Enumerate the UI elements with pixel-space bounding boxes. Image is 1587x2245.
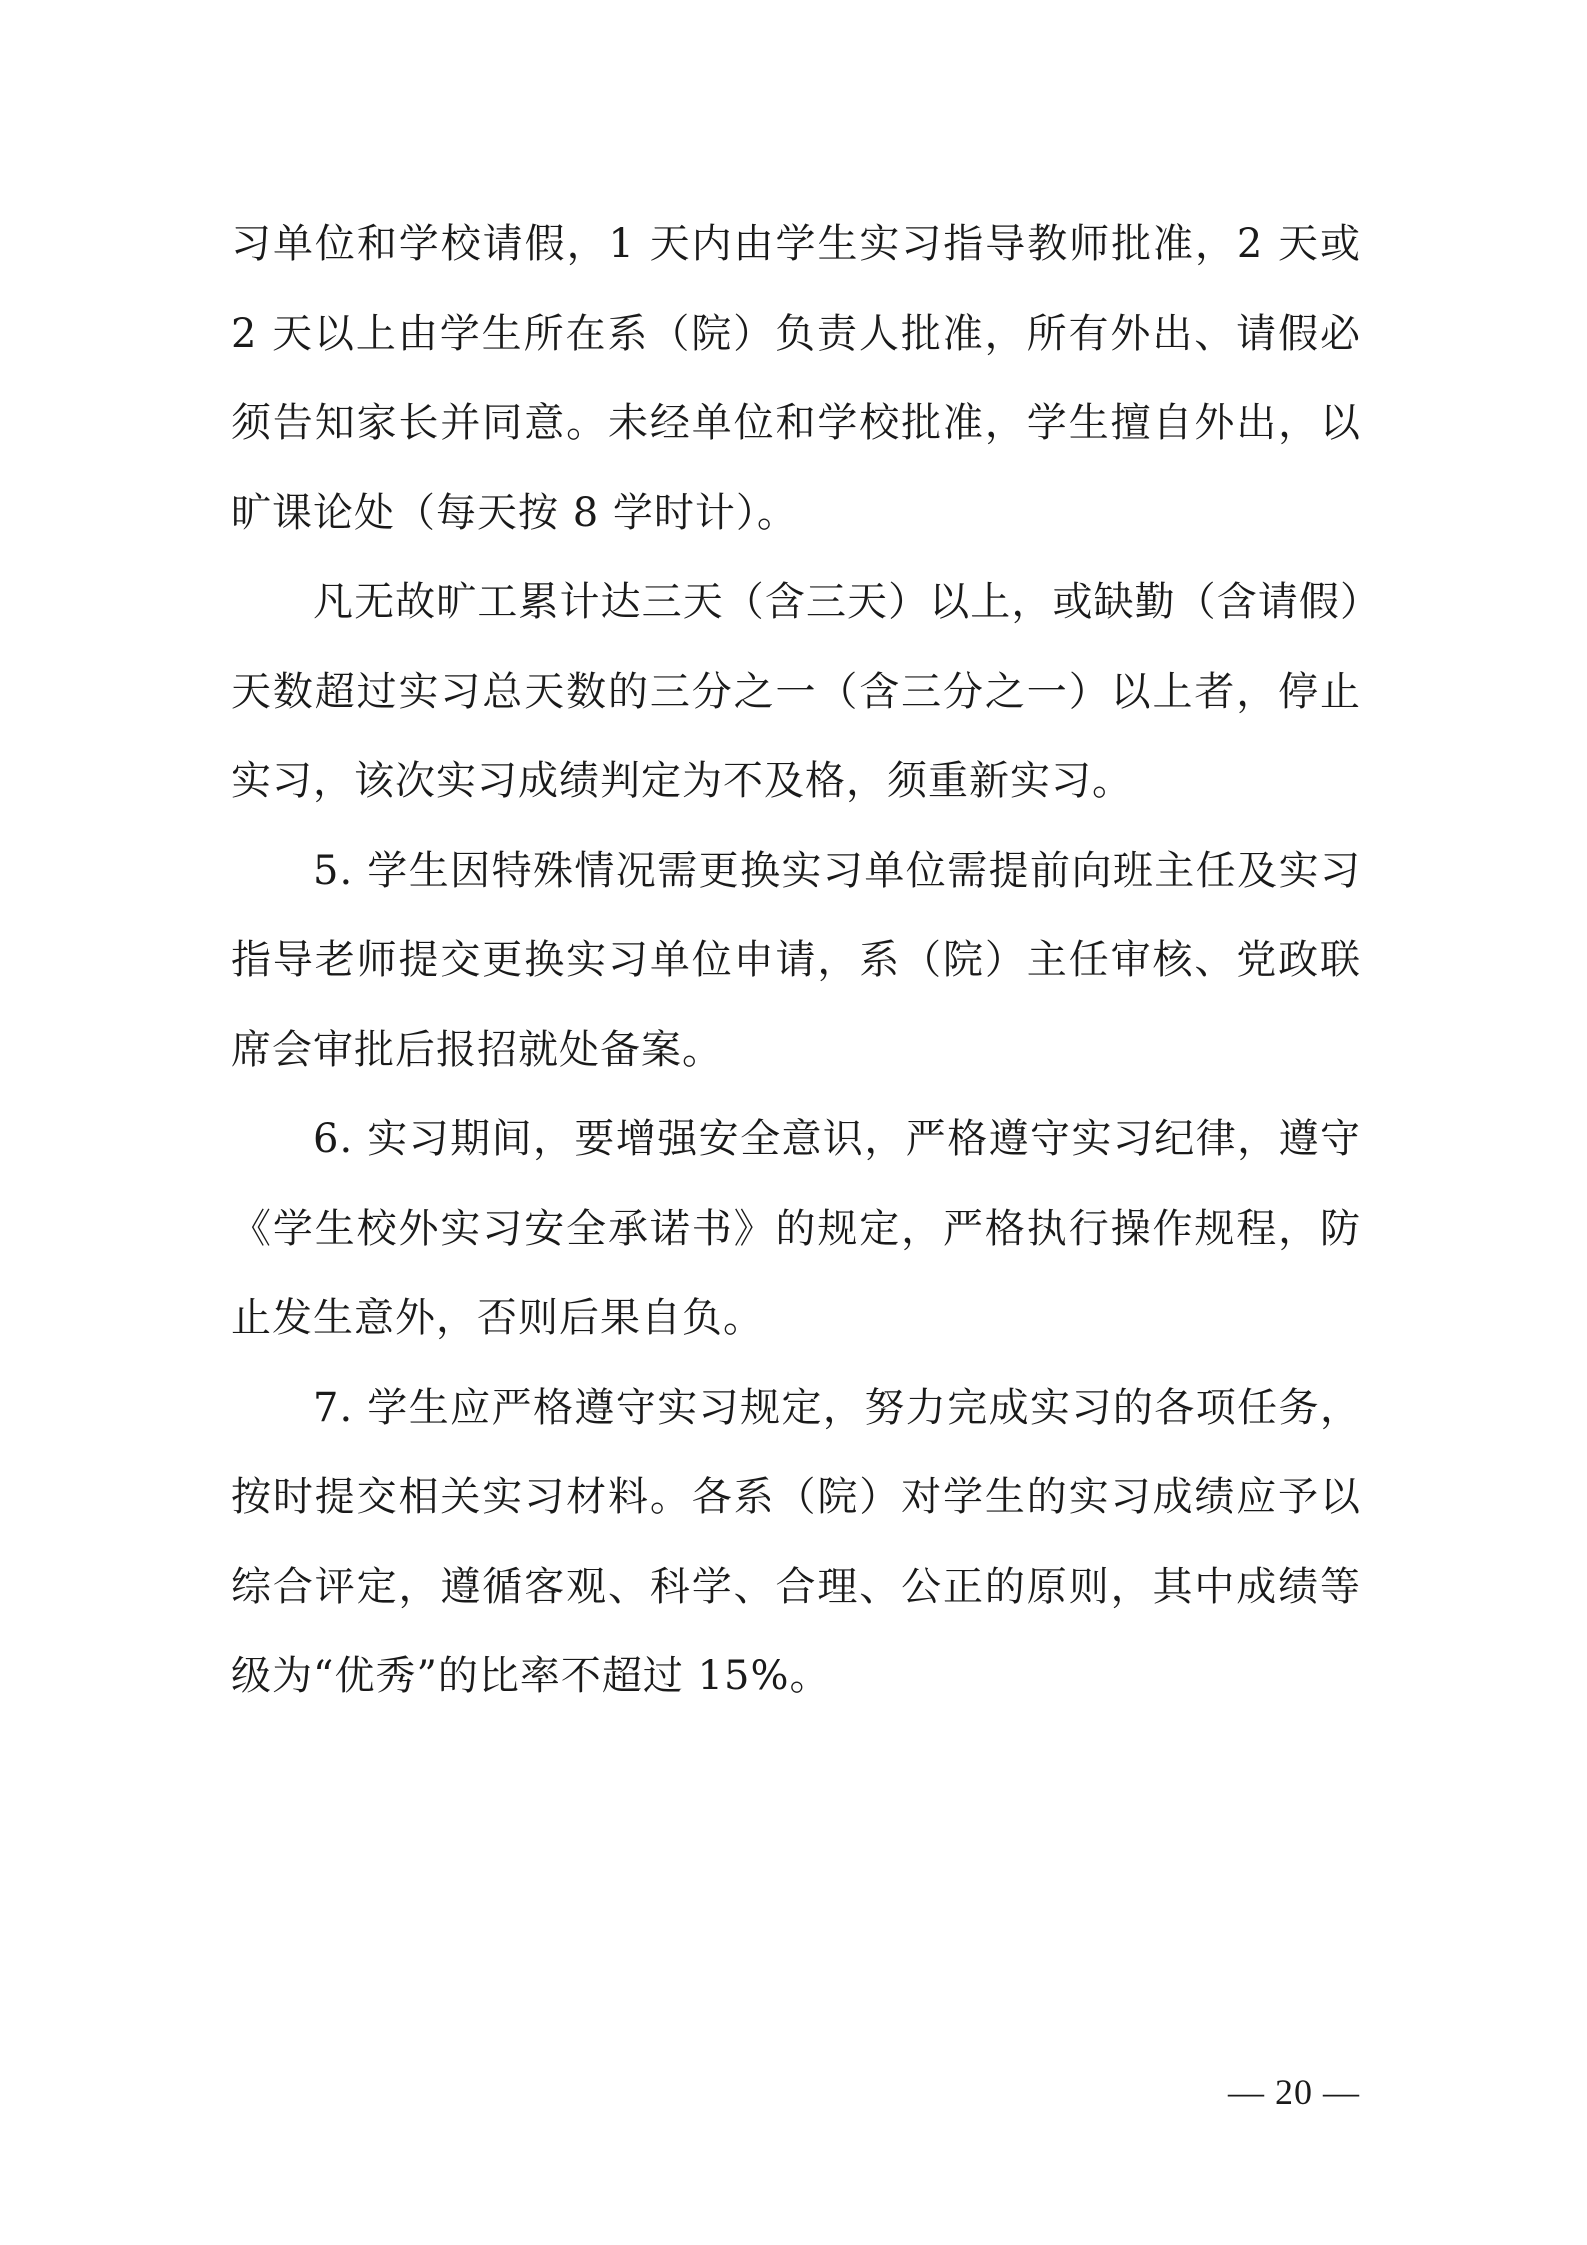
paragraph-leave-rules: 习单位和学校请假，1 天内由学生实习指导教师批准，2 天或 2 天以上由学生所在系（院）负责人批准，所有外出、请假必须告知家长并同意。未经单位和学校批准，学生擅自外出，以旷课论处（每天按 8 学时计）。: [231, 221, 1361, 536]
paragraph-item-6: 6. 实习期间，要增强安全意识，严格遵守实习纪律，遵守《学生校外实习安全承诺书》的规定，严格执行操作规程，防止发生意外，否则后果自负。: [231, 1116, 1361, 1341]
paragraph-item-7: 7. 学生应严格遵守实习规定，努力完成实习的各项任务，按时提交相关实习材料。各系（院）对学生的实习成绩应予以综合评定，遵循客观、科学、合理、公正的原则，其中成绩等级为“优秀”的比率不超过 15%。: [231, 1384, 1361, 1699]
document-body: [231, 200, 1361, 1722]
paragraph-absence-rules: 凡无故旷工累计达三天（含三天）以上，或缺勤（含请假）天数超过实习总天数的三分之一（含三分之一）以上者，停止实习，该次实习成绩判定为不及格，须重新实习。: [231, 579, 1361, 804]
paragraph-item-5: 5. 学生因特殊情况需更换实习单位需提前向班主任及实习指导老师提交更换实习单位申请，系（院）主任审核、党政联席会审批后报招就处备案。: [231, 847, 1361, 1073]
page-number: — 20 —: [1228, 2072, 1360, 2112]
